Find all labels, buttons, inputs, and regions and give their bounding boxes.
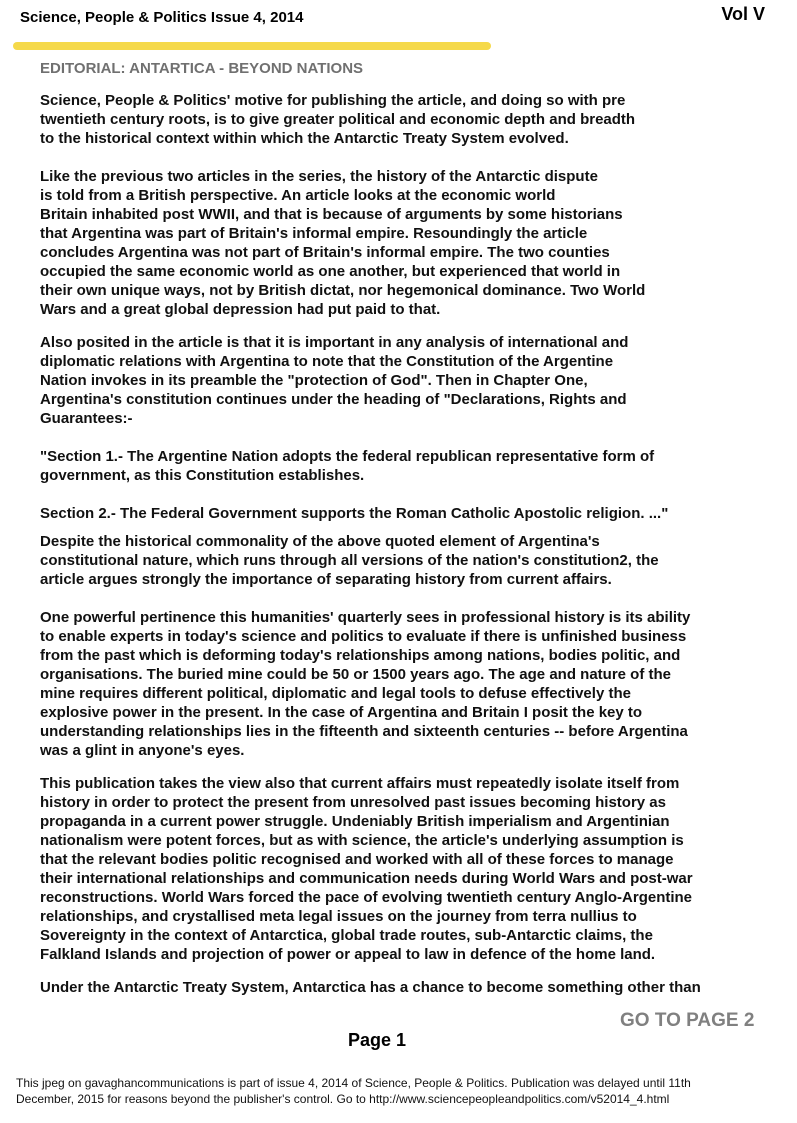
footer-line: December, 2015 for reasons beyond the publisher's control. Go to http://www.sciencepeopleandpolitics.com/v52014_4.html — [16, 1092, 670, 1106]
header-accent-bar — [13, 42, 491, 50]
editorial-heading: EDITORIAL: ANTARTICA - BEYOND NATIONS — [40, 60, 364, 77]
text-line: Sovereignty in the context of Antarctica, global trade routes, sub-Antarctic claims, the — [40, 927, 653, 944]
page-number: Page 1 — [348, 1030, 407, 1050]
paragraph-intro — [40, 91, 785, 148]
text-line: from the past which is deforming today's relationships among nations, bodies politic, and — [40, 647, 681, 664]
text-line: that Argentina was part of Britain's informal empire. Resoundingly the article — [40, 225, 588, 242]
text-line: to enable experts in today's science and politics to evaluate if there is unfinished business — [40, 628, 687, 645]
text-line: Nation invokes in its preamble the "protection of God". Then in Chapter One, — [40, 372, 588, 389]
text-line: government, as this Constitution establishes. — [40, 467, 365, 484]
text-line: Also posited in the article is that it is important in any analysis of international and — [40, 334, 629, 351]
text-line: mine requires different political, diplomatic and legal tools to defuse effectively the — [40, 685, 631, 702]
text-line: twentieth century roots, is to give greater political and economic depth and breadth — [40, 111, 636, 128]
paragraph-treaty-system — [40, 978, 785, 997]
text-line: to the historical context within which the Antarctic Treaty System evolved. — [40, 130, 569, 147]
text-line: reconstructions. World Wars forced the pace of evolving twentieth century Anglo-Argentine — [40, 889, 693, 906]
text-line: was a glint in anyone's eyes. — [40, 742, 245, 759]
text-line: Under the Antarctic Treaty System, Antarctica has a chance to become something other than — [40, 979, 701, 996]
text-line: Science, People & Politics' motive for publishing the article, and doing so with pre — [40, 92, 626, 109]
text-line: their own unique ways, not by British dictat, nor hegemonical dominance. Two World — [40, 282, 646, 299]
text-line: relationships, and crystallised meta legal issues on the journey from terra nullius to — [40, 908, 637, 925]
text-line: understanding relationships lies in the fifteenth and sixteenth centuries -- before Argentina — [40, 723, 688, 740]
text-line: Britain inhabited post WWII, and that is because of arguments by some historians — [40, 206, 623, 223]
text-line: diplomatic relations with Argentina to note that the Constitution of the Argentine — [40, 353, 614, 370]
text-line: article argues strongly the importance of separating history from current affairs. — [40, 571, 612, 588]
go-to-page-2-link[interactable]: GO TO PAGE 2 — [620, 1010, 755, 1031]
volume-label: Vol V — [721, 4, 765, 24]
text-line: concludes Argentina was not part of Britain's informal empire. The two counties — [40, 244, 610, 261]
text-line: Despite the historical commonality of the above quoted element of Argentina's — [40, 533, 600, 550]
paragraph-current-affairs — [40, 774, 785, 964]
text-line: propaganda in a current power struggle. Undeniably British imperialism and Argentinian — [40, 813, 670, 830]
paragraph-commonality — [40, 532, 785, 589]
text-line: nationalism were potent forces, but as with science, the article's underlying assumption is — [40, 832, 684, 849]
paragraph-british-perspective — [40, 167, 785, 319]
paragraph-constitution — [40, 333, 785, 428]
text-line: Guarantees:- — [40, 410, 133, 427]
text-line: Wars and a great global depression had put paid to that. — [40, 301, 441, 318]
text-line: their international relationships and communication needs during World Wars and post-war — [40, 870, 693, 887]
text-line: constitutional nature, which runs through all versions of the nation's constitution2, the — [40, 552, 659, 569]
text-line: history in order to protect the present from unresolved past issues becoming history as — [40, 794, 666, 811]
footer-note — [16, 1075, 786, 1107]
paragraph-section-1 — [40, 447, 785, 485]
paragraph-section-2 — [40, 504, 785, 523]
text-line: This publication takes the view also that current affairs must repeatedly isolate itself from — [40, 775, 680, 792]
text-line: Falkland Islands and projection of power or appeal to law in defence of the home land. — [40, 946, 656, 963]
footer-line: This jpeg on gavaghancommunications is part of issue 4, 2014 of Science, People & Politics. Publication was delayed until 11th — [16, 1076, 691, 1090]
paragraph-pertinence — [40, 608, 785, 760]
text-line: One powerful pertinence this humanities' quarterly sees in professional history is its ability — [40, 609, 691, 626]
text-line: "Section 1.- The Argentine Nation adopts the federal republican representative form of — [40, 448, 655, 465]
text-line: explosive power in the present. In the case of Argentina and Britain I posit the key to — [40, 704, 643, 721]
article-body — [40, 91, 785, 997]
text-line: is told from a British perspective. An article looks at the economic world — [40, 187, 556, 204]
text-line: that the relevant bodies politic recognised and worked with all of these forces to manage — [40, 851, 674, 868]
publication-title: Science, People & Politics Issue 4, 2014 — [20, 9, 304, 26]
text-line: organisations. The buried mine could be 50 or 1500 years ago. The age and nature of the — [40, 666, 671, 683]
text-line: occupied the same economic world as one another, but experienced that world in — [40, 263, 621, 280]
text-line: Argentina's constitution continues under the heading of "Declarations, Rights and — [40, 391, 627, 408]
text-line: Like the previous two articles in the series, the history of the Antarctic dispute — [40, 168, 598, 185]
text-line: Section 2.- The Federal Government supports the Roman Catholic Apostolic religion. ..." — [40, 505, 669, 522]
